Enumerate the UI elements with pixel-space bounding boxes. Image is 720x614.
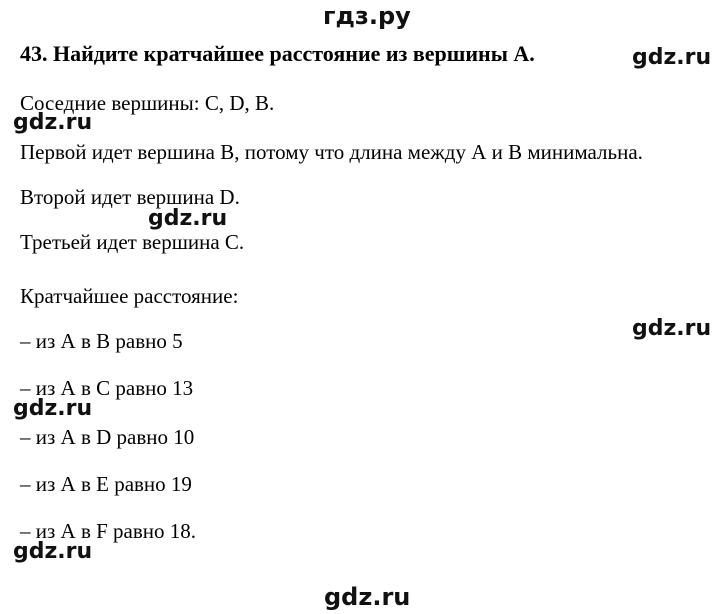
- text-line-a-to-f: – из А в F равно 18.: [20, 519, 197, 543]
- watermark-left-1: gdz.ru: [13, 110, 93, 135]
- watermark-left-2: gdz.ru: [13, 396, 93, 421]
- text-line-a-to-d: – из А в D равно 10: [20, 425, 195, 449]
- text-line-first: Первой идет вершина В, потому что длина между А и В минимальна.: [20, 140, 643, 164]
- watermark-top: гдз.ру: [323, 2, 411, 30]
- text-line-a-to-e: – из А в Е равно 19: [20, 472, 192, 496]
- text-line-a-to-b: – из А в В равно 5: [20, 329, 183, 353]
- task-title: 43. Найдите кратчайшее расстояние из вершины А.: [20, 41, 535, 66]
- watermark-bottom: gdz.ru: [324, 583, 411, 611]
- text-line-third: Третьей идет вершина С.: [20, 230, 245, 254]
- watermark-center: gdz.ru: [148, 206, 228, 231]
- text-line-adjacent: Соседние вершины: С, D, В.: [20, 91, 275, 115]
- watermark-title-right: gdz.ru: [632, 45, 712, 70]
- watermark-left-3: gdz.ru: [13, 539, 93, 564]
- text-line-a-to-c: – из А в С равно 13: [20, 376, 194, 400]
- watermark-right-mid: gdz.ru: [632, 316, 712, 341]
- text-line-shortest: Кратчайшее расстояние:: [20, 284, 239, 308]
- text-line-second: Второй идет вершина D.: [20, 185, 240, 209]
